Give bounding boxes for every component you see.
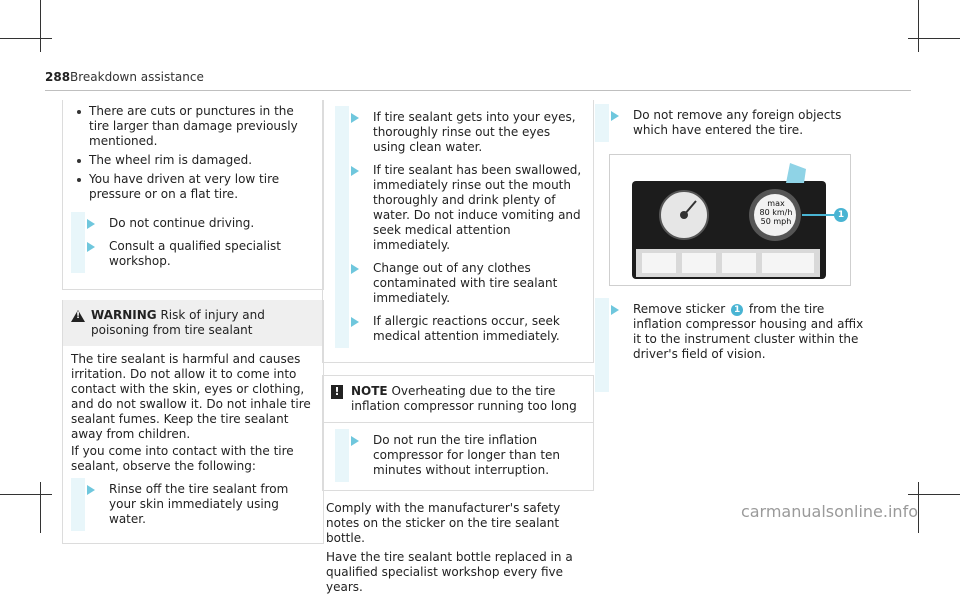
note-exclamation-icon: ! [331,385,343,399]
crop-mark [0,38,52,39]
crop-mark [40,0,41,52]
note-label: NOTE [351,384,388,398]
paragraph: Comply with the manufacturer's safety notes on the sticker on the tire sealant bottle. [326,501,561,545]
column-2 [322,100,594,595]
figure-callout: 1 [837,210,845,220]
step-bar [595,298,609,392]
page-number: 288 [45,70,71,84]
step-arrow-icon [351,436,359,446]
warning-header [63,300,323,346]
warning-box [62,300,324,544]
bullet-dot-icon [77,159,81,163]
note-title: Overheating due to the tire inflation compressor running too long [351,384,577,413]
step-arrow-icon [351,264,359,274]
step-item: Do not continue driving. [71,216,315,231]
column-3 [595,100,865,370]
step-item: Consult a qualified specialist workshop. [71,239,315,269]
speed-sticker-text [759,199,793,226]
crop-mark [908,38,960,39]
crop-mark [40,482,41,533]
bullet-box [62,100,324,290]
step-bar [335,106,349,159]
watermark: carmanualsonline.info [740,502,918,521]
step-arrow-icon [87,485,95,495]
step-arrow-icon [351,113,359,123]
bullet-item: There are cuts or punctures in the tire larger than damage previously mentioned. [71,104,315,149]
step-item: If tire sealant gets into your eyes, thoroughly rinse out the eyes using clean water. [335,110,585,155]
step-item: If tire sealant has been swallowed, immediately rinse out the mouth thoroughly and drink plenty of water. Do not induce vomiting and seek medical attention immediately. [335,163,585,253]
speed-line: 80 km/h [759,208,793,217]
note-box [322,375,594,491]
warning-triangle-icon [71,310,85,322]
step-bar [71,235,85,273]
step-item: If allergic reactions occur, seek medical attention immediately. [335,314,585,344]
step-arrow-icon [351,317,359,327]
step-item: Do not run the tire inflation compressor for longer than ten minutes without interruption. [335,433,585,478]
crop-mark [908,494,960,495]
step-bar [71,478,85,531]
bullet-dot-icon [77,178,81,182]
header-divider [45,90,911,91]
step-bar [335,159,349,257]
column-1 [62,100,324,544]
step-arrow-icon [87,219,95,229]
compressor-illustration [610,155,850,285]
sticker-figure [609,154,851,286]
step-bar [71,212,85,235]
bullet-dot-icon [77,110,81,114]
warning-body: The tire sealant is harmful and causes irritation. Do not allow it to come into contact with the skin, eyes or clothing, and do not swallow it. Do not inhale tire sealant fumes. Keep the tire sealant away from children. [71,352,311,441]
warning-label: WARNING [91,308,157,322]
crop-mark [918,0,919,52]
crop-mark [0,494,52,495]
step-item: Change out of any clothes contaminated with tire sealant immediately. [335,261,585,306]
speed-line: 50 mph [760,217,792,226]
step-bar [335,257,349,310]
crop-mark [918,482,919,533]
step-box [322,100,594,363]
step-item: Do not remove any foreign objects which have entered the tire. [595,108,865,138]
speed-line: max [767,199,785,208]
paragraph: Have the tire sealant bottle replaced in a qualified specialist workshop every five years. [326,550,573,594]
callout-1-icon: 1 [731,304,743,316]
step-arrow-icon [611,111,619,121]
step-arrow-icon [87,242,95,252]
step-arrow-icon [611,305,619,315]
step-bar [335,429,349,482]
step-item: Rinse off the tire sealant from your skin immediately using water. [71,482,315,527]
step-item: Remove sticker 1 from the tire inflation compressor housing and affix it to the instrument cluster within the driver's field of vision. [595,302,865,362]
note-header [323,376,593,423]
bullet-item: You have driven at very low tire pressure or on a flat tire. [71,172,315,202]
step-bar [595,104,609,142]
section-title: Breakdown assistance [70,70,204,84]
step-bar [335,310,349,348]
warning-body: If you come into contact with the tire sealant, observe the following: [71,444,294,473]
bullet-item: The wheel rim is damaged. [71,153,315,168]
step-arrow-icon [351,166,359,176]
warning-title: Risk of injury and poisoning from tire sealant [91,308,265,337]
